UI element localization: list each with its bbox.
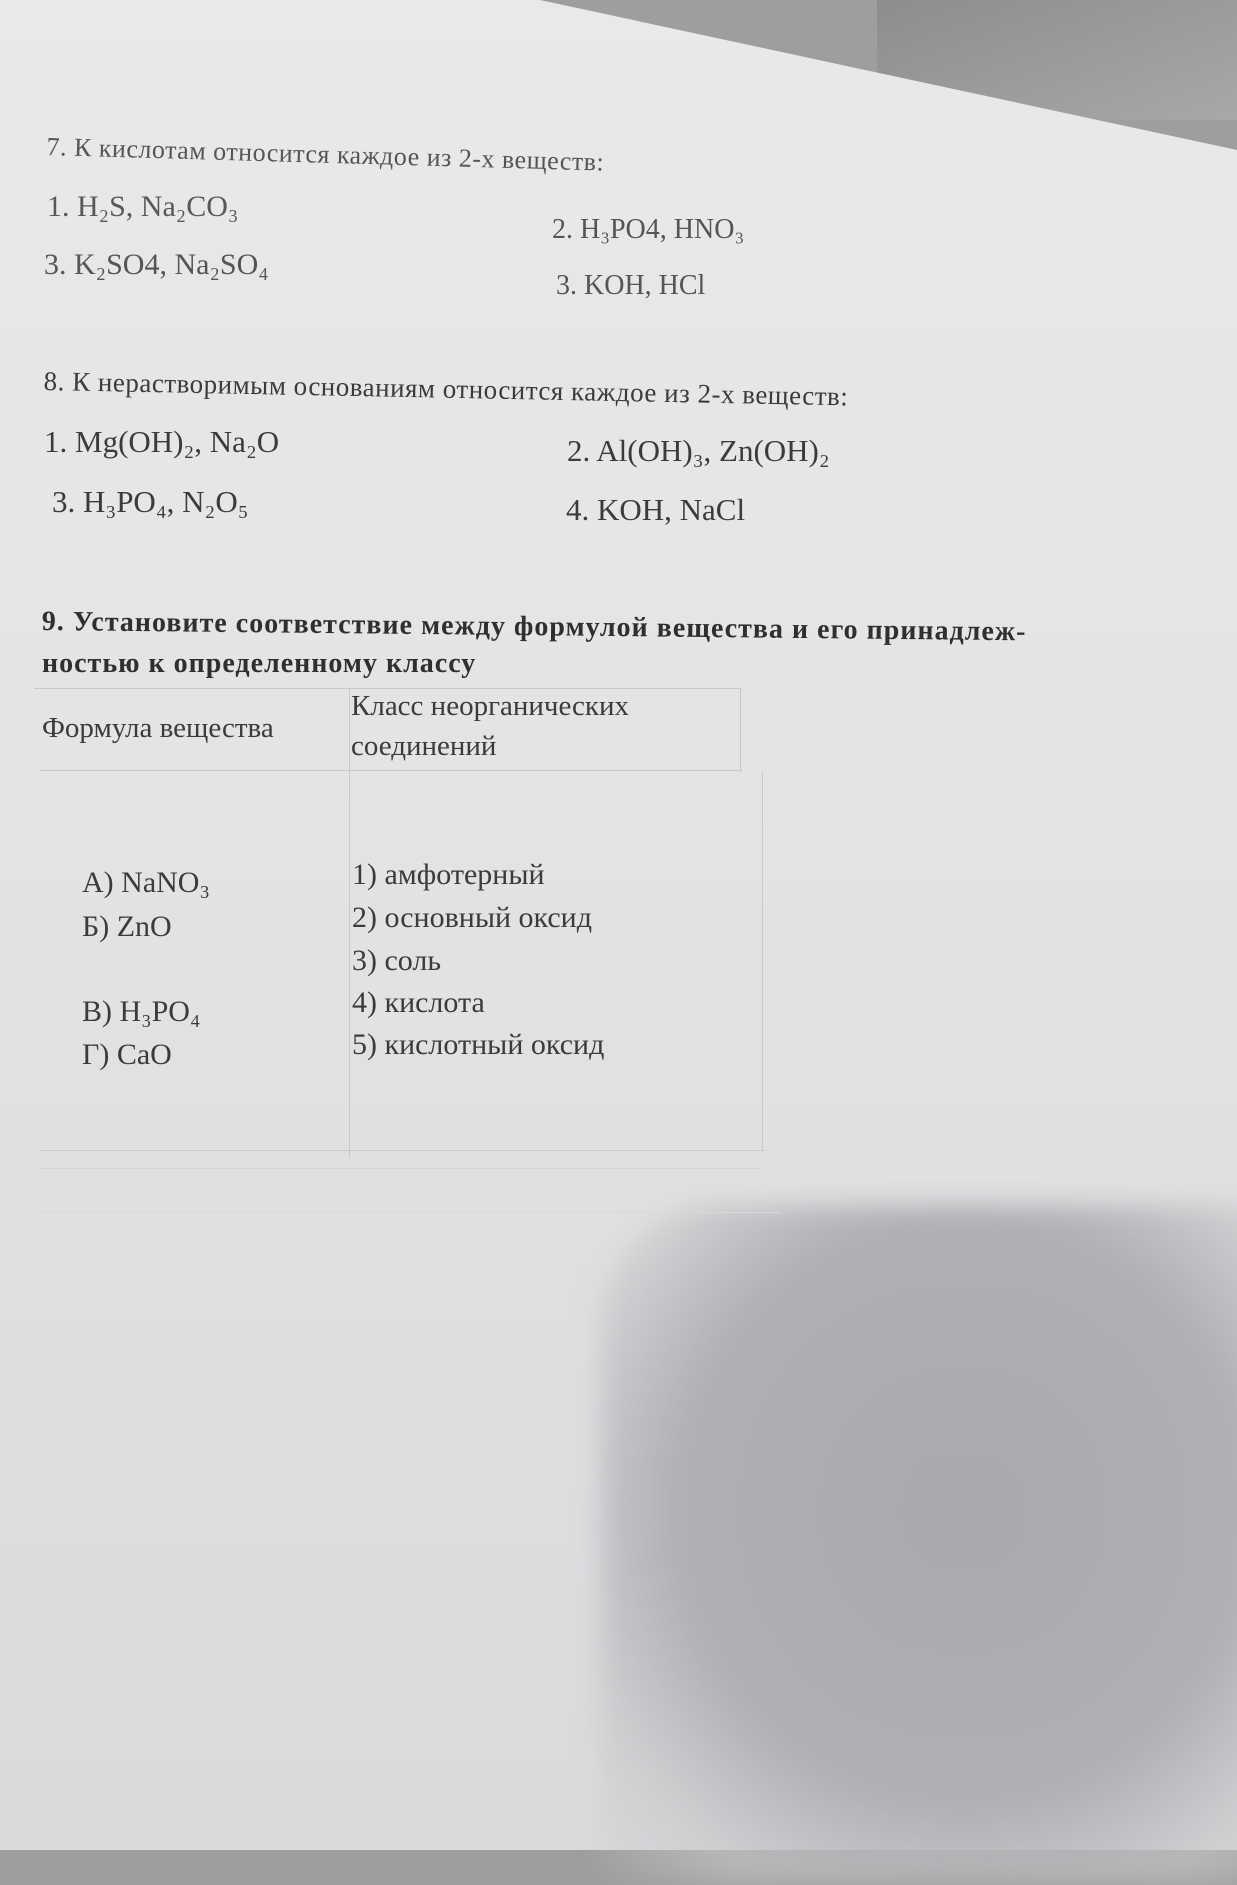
formula-a: А) NaNO₃	[82, 866, 210, 899]
class-3: 3) соль	[352, 944, 442, 977]
formula-v: В) H₃PO₄	[82, 995, 201, 1028]
q7-title: 7. К кислотам относится каждое из 2-х веществ:	[46, 132, 605, 177]
col-header-formula: Формула вещества	[42, 712, 274, 744]
table-column-divider	[349, 688, 350, 1158]
class-5: 5) кислотный оксид	[352, 1028, 605, 1061]
table-outer-rule	[40, 1168, 760, 1169]
page-faint-rule	[40, 1212, 780, 1213]
col-header-class-line1: Класс неорганических	[351, 690, 630, 722]
q7-option-1: 1. H₂S, Na₂CO₃	[47, 190, 239, 223]
q8-option-1: 1. Mg(OH)₂, Na₂O	[44, 424, 280, 459]
q8-option-3: 3. H₃PO₄, N₂O₅	[52, 484, 249, 519]
q7-option-4: 3. KOH, HCl	[556, 270, 706, 301]
q8-title: 8. К нерастворимым основаниям относится каждое из 2-х веществ:	[43, 366, 849, 412]
table-bottom-rule	[40, 1150, 765, 1151]
table-right-border-lower	[762, 772, 763, 1150]
q9-title-line2: ностью к определенному классу	[42, 648, 477, 679]
table-top-rule	[34, 688, 740, 689]
q7-option-3: 3. K₂SO4, Na₂SO₄	[44, 248, 269, 281]
table-header-rule	[40, 770, 742, 771]
q7-option-2: 2. H₃PO4, HNO₃	[552, 214, 745, 245]
table-right-border	[740, 688, 741, 772]
col-header-class-line2: соединений	[351, 730, 497, 762]
hand-shadow	[600, 1205, 1237, 1885]
q9-title-line1: 9. Установите соответствие между формулой вещества и его принадлеж-	[41, 606, 1027, 648]
q8-option-2: 2. Al(OH)₃, Zn(OH)₂	[567, 433, 830, 468]
class-4: 4) кислота	[352, 986, 485, 1019]
q8-option-4: 4. KOH, NaCl	[566, 492, 746, 527]
class-2: 2) основный оксид	[352, 901, 592, 934]
formula-g: Г) CaO	[82, 1038, 172, 1071]
class-1: 1) амфотерный	[352, 858, 545, 891]
formula-b: Б) ZnO	[82, 910, 172, 943]
